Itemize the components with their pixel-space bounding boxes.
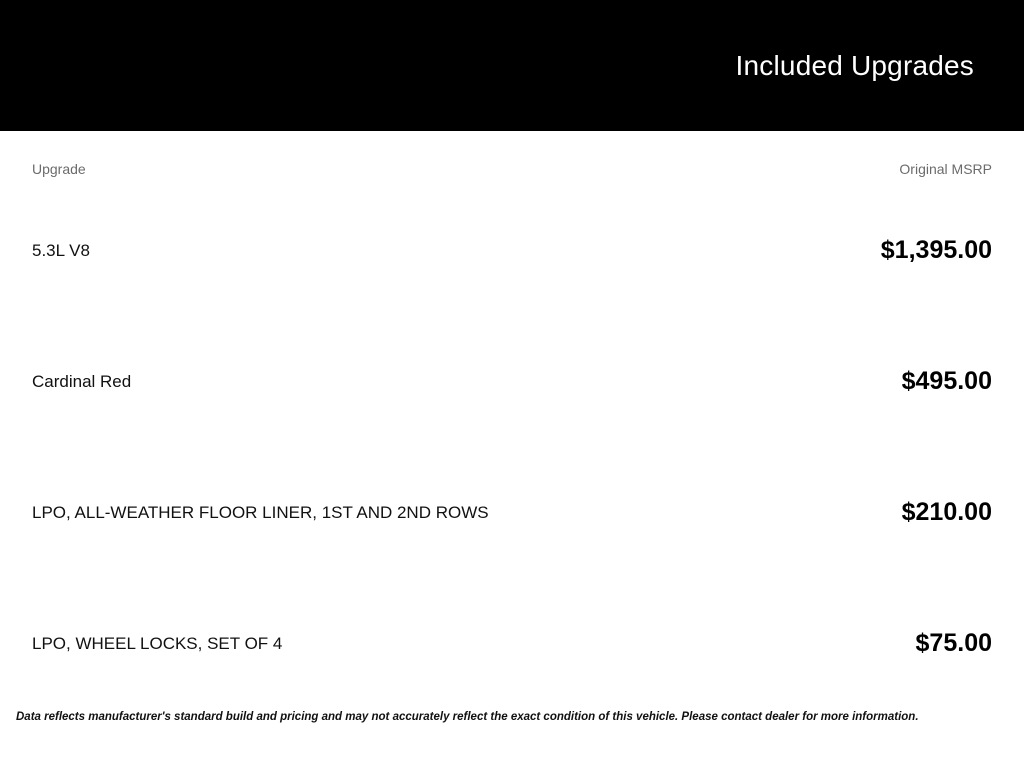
table-header: [32, 131, 992, 185]
column-header-upgrade: Upgrade: [32, 161, 86, 177]
page-header: [0, 0, 1024, 131]
table-row: [32, 578, 992, 709]
upgrade-price: $1,395.00: [880, 236, 992, 264]
table-header-row: [32, 131, 992, 185]
upgrade-price: $75.00: [915, 629, 992, 657]
upgrade-name: 5.3L V8: [32, 240, 90, 260]
upgrade-price: $210.00: [901, 498, 992, 526]
disclaimer-text: Data reflects manufacturer's standard build and pricing and may not accurately reflect the exact condition of this vehicle. Please contact dealer for more information.: [16, 711, 919, 723]
upgrades-table: [32, 131, 992, 709]
upgrade-name: Cardinal Red: [32, 371, 132, 391]
table-row: [32, 447, 992, 578]
table-row: [32, 185, 992, 316]
table-body: [32, 185, 992, 709]
upgrade-name: LPO, WHEEL LOCKS, SET OF 4: [32, 633, 283, 653]
page-title: Included Upgrades: [735, 49, 974, 81]
upgrades-content: [0, 131, 1024, 709]
upgrade-name: LPO, ALL-WEATHER FLOOR LINER, 1ST AND 2ND ROWS: [32, 502, 489, 522]
table-row: [32, 316, 992, 447]
upgrade-price: $495.00: [901, 367, 992, 395]
column-header-original-msrp: Original MSRP: [899, 161, 992, 177]
